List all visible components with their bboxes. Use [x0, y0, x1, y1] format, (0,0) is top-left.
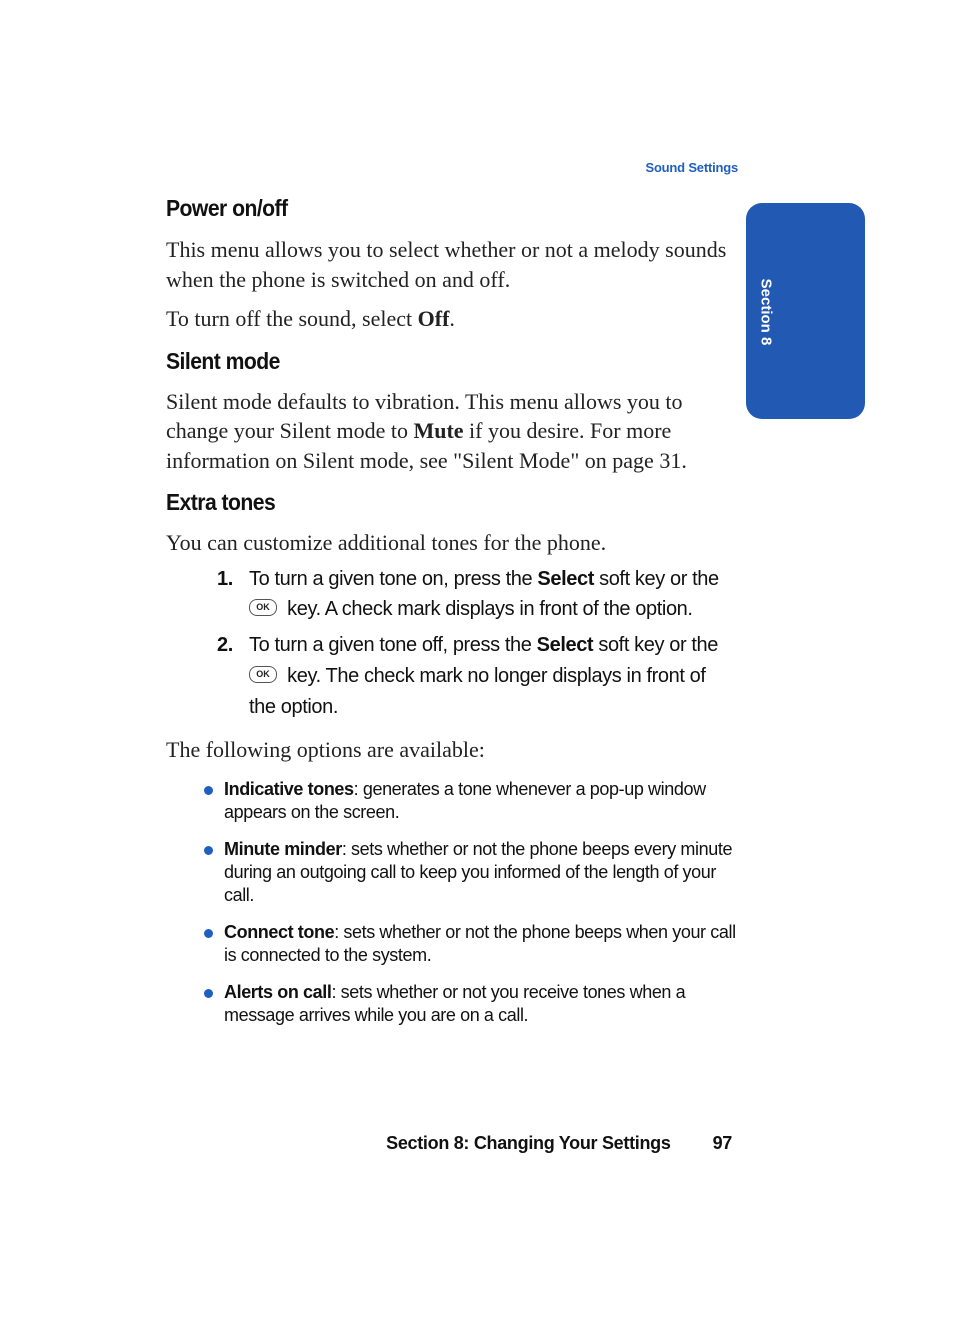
step-number: 1. [217, 567, 233, 590]
bullet-icon [204, 846, 213, 855]
power-instruction: To turn off the sound, select Off. [166, 306, 455, 331]
page-footer [300, 1133, 732, 1154]
list-item: Indicative tones: generates a tone whenever a pop-up window appears on the screen. [166, 778, 736, 824]
list-item: Connect tone: sets whether or not the phone beeps when your call is connected to the system. [166, 921, 736, 967]
footer-section-title: Section 8: Changing Your Settings [386, 1133, 671, 1153]
option-term: Connect tone [224, 922, 335, 942]
extra-intro: You can customize additional tones for the phone. [166, 530, 607, 555]
page-content [166, 195, 736, 1027]
step-number: 2. [217, 633, 233, 656]
step-1: 1. To turn a given tone on, press the Select soft key or the OK key. A check mark displays in front of the option. [166, 564, 736, 624]
option-term: Indicative tones [224, 779, 354, 799]
select-term: Select [537, 567, 594, 590]
ok-key-icon: OK [249, 599, 277, 616]
option-term: Alerts on call [224, 982, 332, 1002]
running-header: Sound Settings [645, 160, 738, 175]
ok-key-icon: OK [249, 666, 277, 683]
page-number: 97 [712, 1133, 732, 1153]
step-2: 2. To turn a given tone off, press the Select soft key or the OK key. The check mark no longer displays in front of the option. [166, 630, 736, 723]
bullet-icon [204, 989, 213, 998]
heading-extra-tones: Extra tones [166, 489, 276, 515]
off-term: Off [417, 306, 450, 331]
list-item: Alerts on call: sets whether or not you receive tones when a message arrives while you are on a call. [166, 981, 736, 1027]
section-tab-label: Section 8 [757, 278, 775, 346]
bullet-icon [204, 929, 213, 938]
option-term: Minute minder [224, 839, 342, 859]
heading-silent: Silent mode [166, 347, 280, 374]
options-intro: The following options are available: [166, 736, 485, 762]
heading-power: Power on/off [166, 195, 288, 221]
power-paragraph: This menu allows you to select whether or not a melody sounds when the phone is switched on and off. [166, 237, 727, 292]
list-item: Minute minder: sets whether or not the phone beeps every minute during an outgoing call to keep you informed of the length of your call. [166, 838, 736, 907]
select-term: Select [536, 633, 594, 656]
silent-paragraph: Silent mode defaults to vibration. This menu allows you to change your Silent mode to Mute if you desire. For more information on Silent mode, see "Silent Mode" on page 31. [166, 388, 687, 473]
mute-term: Mute [413, 418, 464, 443]
bullet-icon [204, 786, 213, 795]
options-list [166, 778, 736, 1027]
